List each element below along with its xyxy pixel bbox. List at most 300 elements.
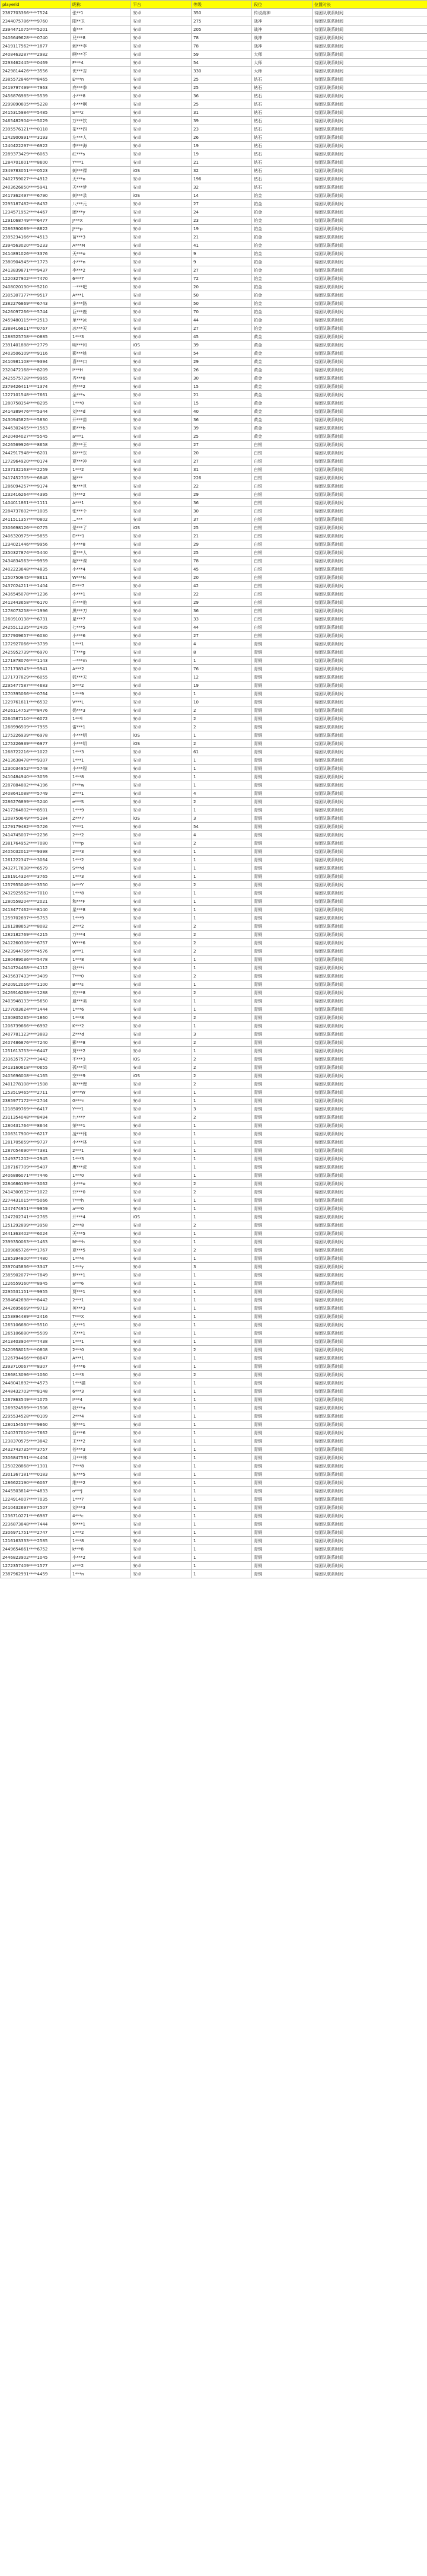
cell-nickname[interactable]: 和***F <box>71 897 131 906</box>
cell-level[interactable]: 21 <box>192 233 252 241</box>
cell-position-time[interactable]: 待团队联系时间 <box>313 117 427 125</box>
cell-platform[interactable]: 安卓 <box>131 549 192 557</box>
cell-platform[interactable]: 安卓 <box>131 956 192 964</box>
cell-rank[interactable]: 钻石 <box>252 167 313 175</box>
cell-playerid[interactable]: 2420404027****5545 <box>1 432 71 441</box>
cell-level[interactable]: 1 <box>192 897 252 906</box>
cell-playerid[interactable]: 1261914324****3765 <box>1 873 71 881</box>
cell-position-time[interactable]: 待团队联系时间 <box>313 765 427 773</box>
cell-rank[interactable]: 青铜 <box>252 1479 313 1487</box>
cell-level[interactable]: 22 <box>192 590 252 598</box>
cell-playerid[interactable]: 2293462445****0469 <box>1 59 71 67</box>
cell-platform[interactable]: 安卓 <box>131 665 192 673</box>
cell-nickname[interactable]: 星***7 <box>71 615 131 623</box>
cell-nickname[interactable]: 1***3 <box>71 748 131 756</box>
cell-level[interactable]: 1 <box>192 1147 252 1155</box>
cell-playerid[interactable]: 1286622190****6067 <box>1 1479 71 1487</box>
cell-rank[interactable]: 白银 <box>252 549 313 557</box>
cell-platform[interactable]: 安卓 <box>131 200 192 208</box>
cell-rank[interactable]: 铂金 <box>252 308 313 316</box>
cell-nickname[interactable]: 黑***刀 <box>71 607 131 615</box>
cell-rank[interactable]: 青铜 <box>252 856 313 864</box>
cell-position-time[interactable]: 待团队联系时间 <box>313 1055 427 1063</box>
cell-level[interactable]: 25 <box>192 75 252 84</box>
cell-nickname[interactable]: a***1 <box>71 432 131 441</box>
cell-playerid[interactable]: 2305307377****9517 <box>1 291 71 300</box>
cell-rank[interactable]: 青铜 <box>252 1138 313 1147</box>
cell-playerid[interactable]: 2417452705****6848 <box>1 474 71 482</box>
cell-position-time[interactable]: 待团队联系时间 <box>313 590 427 598</box>
cell-level[interactable]: 27 <box>192 200 252 208</box>
cell-platform[interactable]: 安卓 <box>131 1504 192 1512</box>
cell-level[interactable]: 20 <box>192 449 252 457</box>
cell-position-time[interactable]: 待团队联系时间 <box>313 1188 427 1196</box>
cell-nickname[interactable]: A***1 <box>71 499 131 507</box>
cell-nickname[interactable]: 张***个 <box>71 507 131 515</box>
cell-platform[interactable]: 安卓 <box>131 75 192 84</box>
cell-platform[interactable]: 安卓 <box>131 989 192 997</box>
cell-position-time[interactable]: 待团队联系时间 <box>313 1130 427 1138</box>
cell-level[interactable]: 1 <box>192 1553 252 1562</box>
cell-position-time[interactable]: 待团队联系时间 <box>313 1180 427 1188</box>
cell-platform[interactable]: 安卓 <box>131 92 192 100</box>
cell-playerid[interactable]: 2407486876****7240 <box>1 1039 71 1047</box>
cell-level[interactable]: 1 <box>192 781 252 789</box>
cell-playerid[interactable]: 1230805235****1860 <box>1 1014 71 1022</box>
cell-level[interactable]: 23 <box>192 216 252 225</box>
cell-platform[interactable]: 安卓 <box>131 1529 192 1537</box>
cell-rank[interactable]: 青铜 <box>252 682 313 690</box>
cell-nickname[interactable]: 冰***天 <box>71 324 131 333</box>
cell-nickname[interactable]: 鹰***虎 <box>71 1163 131 1171</box>
cell-rank[interactable]: 钻石 <box>252 117 313 125</box>
cell-position-time[interactable]: 待团队联系时间 <box>313 499 427 507</box>
cell-playerid[interactable]: 2435637433****3409 <box>1 972 71 980</box>
cell-rank[interactable]: 铂金 <box>252 291 313 300</box>
cell-playerid[interactable]: 2426916268****1288 <box>1 989 71 997</box>
cell-rank[interactable]: 青铜 <box>252 1362 313 1371</box>
cell-playerid[interactable]: 2306971751****2747 <box>1 1529 71 1537</box>
cell-platform[interactable]: 安卓 <box>131 100 192 109</box>
cell-level[interactable]: 24 <box>192 208 252 216</box>
cell-position-time[interactable]: 待团队联系时间 <box>313 1238 427 1246</box>
cell-rank[interactable]: 白银 <box>252 507 313 515</box>
cell-rank[interactable]: 青铜 <box>252 1495 313 1504</box>
cell-playerid[interactable]: 1250750845****8611 <box>1 574 71 582</box>
cell-nickname[interactable]: e***S <box>71 798 131 806</box>
cell-position-time[interactable]: 待团队联系时间 <box>313 507 427 515</box>
cell-rank[interactable]: 青铜 <box>252 947 313 956</box>
cell-nickname[interactable]: 1***1 <box>71 756 131 765</box>
cell-platform[interactable]: 安卓 <box>131 1138 192 1147</box>
cell-playerid[interactable]: 2426097266****5744 <box>1 308 71 316</box>
cell-platform[interactable]: 安卓 <box>131 266 192 275</box>
cell-platform[interactable]: 安卓 <box>131 690 192 698</box>
cell-rank[interactable]: 青铜 <box>252 1188 313 1196</box>
cell-rank[interactable]: 青铜 <box>252 1080 313 1088</box>
cell-level[interactable]: 1 <box>192 1329 252 1338</box>
cell-position-time[interactable]: 待团队联系时间 <box>313 1487 427 1495</box>
cell-level[interactable]: 226 <box>192 474 252 482</box>
cell-nickname[interactable]: B***s <box>71 980 131 989</box>
cell-playerid[interactable]: 2379426411****1374 <box>1 383 71 391</box>
cell-position-time[interactable]: 待团队联系时间 <box>313 889 427 897</box>
cell-position-time[interactable]: 待团队联系时间 <box>313 50 427 59</box>
cell-playerid[interactable]: 1253894489****2416 <box>1 1313 71 1321</box>
cell-platform[interactable]: 安卓 <box>131 1288 192 1296</box>
cell-position-time[interactable]: 待团队联系时间 <box>313 482 427 491</box>
cell-rank[interactable]: 青铜 <box>252 665 313 673</box>
cell-platform[interactable]: 安卓 <box>131 366 192 374</box>
cell-position-time[interactable]: 待团队联系时间 <box>313 1213 427 1221</box>
cell-nickname[interactable]: 空***9 <box>71 1072 131 1080</box>
cell-rank[interactable]: 钻石 <box>252 92 313 100</box>
cell-platform[interactable]: 安卓 <box>131 881 192 889</box>
cell-platform[interactable]: 安卓 <box>131 1387 192 1396</box>
cell-position-time[interactable]: 待团队联系时间 <box>313 1321 427 1329</box>
cell-level[interactable]: 1 <box>192 1005 252 1014</box>
cell-nickname[interactable]: k***8 <box>71 1545 131 1553</box>
cell-rank[interactable]: 铂金 <box>252 192 313 200</box>
cell-rank[interactable]: 青铜 <box>252 765 313 773</box>
cell-level[interactable]: 1 <box>192 1354 252 1362</box>
cell-platform[interactable]: 安卓 <box>131 1495 192 1504</box>
cell-position-time[interactable]: 待团队联系时间 <box>313 756 427 765</box>
cell-platform[interactable]: 安卓 <box>131 864 192 873</box>
cell-level[interactable]: 2 <box>192 740 252 748</box>
cell-position-time[interactable]: 待团队联系时间 <box>313 1147 427 1155</box>
cell-nickname[interactable]: 啊***不 <box>71 50 131 59</box>
cell-playerid[interactable]: 2437024211****1404 <box>1 582 71 590</box>
cell-platform[interactable]: 安卓 <box>131 1014 192 1022</box>
cell-playerid[interactable]: 2445503814****4833 <box>1 1487 71 1495</box>
cell-playerid[interactable]: 1287167709****5407 <box>1 1163 71 1171</box>
cell-rank[interactable]: 青铜 <box>252 698 313 706</box>
cell-position-time[interactable]: 待团队联系时间 <box>313 922 427 931</box>
cell-rank[interactable]: 青铜 <box>252 1387 313 1396</box>
cell-level[interactable]: 19 <box>192 682 252 690</box>
cell-nickname[interactable]: 天***5 <box>71 1230 131 1238</box>
cell-nickname[interactable]: 月***林 <box>71 1454 131 1462</box>
cell-rank[interactable]: 白银 <box>252 449 313 457</box>
cell-nickname[interactable]: I***H <box>71 366 131 374</box>
cell-level[interactable]: 1 <box>192 806 252 814</box>
cell-nickname[interactable]: 1***3 <box>71 1371 131 1379</box>
cell-level[interactable]: 1 <box>192 1520 252 1529</box>
cell-position-time[interactable]: 待团队联系时间 <box>313 947 427 956</box>
cell-platform[interactable]: 安卓 <box>131 17 192 26</box>
cell-level[interactable]: 1 <box>192 1254 252 1263</box>
cell-level[interactable]: 2 <box>192 1221 252 1230</box>
cell-level[interactable]: 54 <box>192 59 252 67</box>
cell-rank[interactable]: 青铜 <box>252 1396 313 1404</box>
cell-rank[interactable]: 白银 <box>252 524 313 532</box>
cell-level[interactable]: 10 <box>192 698 252 706</box>
cell-nickname[interactable]: 天***1 <box>71 1329 131 1338</box>
cell-level[interactable]: 2 <box>192 1072 252 1080</box>
cell-platform[interactable]: 安卓 <box>131 615 192 623</box>
cell-position-time[interactable]: 待团队联系时间 <box>313 1296 427 1304</box>
cell-rank[interactable]: 传说战神 <box>252 9 313 17</box>
cell-position-time[interactable]: 待团队联系时间 <box>313 84 427 92</box>
cell-rank[interactable]: 铂金 <box>252 324 313 333</box>
cell-position-time[interactable]: 待团队联系时间 <box>313 200 427 208</box>
cell-rank[interactable]: 白银 <box>252 466 313 474</box>
cell-level[interactable]: 1 <box>192 1362 252 1371</box>
cell-platform[interactable]: 安卓 <box>131 1022 192 1030</box>
cell-platform[interactable]: 安卓 <box>131 873 192 881</box>
cell-position-time[interactable]: 待团队联系时间 <box>313 698 427 706</box>
cell-playerid[interactable]: 2414745007****2236 <box>1 831 71 839</box>
cell-position-time[interactable]: 待团队联系时间 <box>313 1271 427 1279</box>
cell-rank[interactable]: 黄金 <box>252 341 313 349</box>
cell-level[interactable]: 29 <box>192 491 252 499</box>
cell-playerid[interactable]: 2456876985****5539 <box>1 92 71 100</box>
cell-nickname[interactable]: D***1 <box>71 532 131 540</box>
cell-playerid[interactable]: 2393710067****8307 <box>1 1362 71 1371</box>
cell-nickname[interactable]: 八***元 <box>71 200 131 208</box>
cell-nickname[interactable]: a***1 <box>71 947 131 956</box>
cell-level[interactable]: 25 <box>192 549 252 557</box>
cell-rank[interactable]: 青铜 <box>252 1553 313 1562</box>
cell-rank[interactable]: 青铜 <box>252 640 313 648</box>
cell-position-time[interactable]: 待团队联系时间 <box>313 540 427 549</box>
column-header-playerid[interactable]: playerid <box>1 1 71 9</box>
cell-level[interactable]: 1 <box>192 1288 252 1296</box>
cell-position-time[interactable]: 待团队联系时间 <box>313 125 427 133</box>
cell-rank[interactable]: 钻石 <box>252 150 313 158</box>
cell-level[interactable]: 2 <box>192 931 252 939</box>
cell-position-time[interactable]: 待团队联系时间 <box>313 341 427 349</box>
cell-rank[interactable]: 青铜 <box>252 748 313 756</box>
cell-nickname[interactable]: 5***2 <box>71 682 131 690</box>
cell-level[interactable]: 45 <box>192 565 252 574</box>
cell-level[interactable]: 4 <box>192 789 252 798</box>
cell-playerid[interactable]: 2286276899****5240 <box>1 798 71 806</box>
cell-rank[interactable]: 铂金 <box>252 233 313 241</box>
cell-platform[interactable]: 安卓 <box>131 1329 192 1338</box>
cell-playerid[interactable]: 1280154567****9860 <box>1 1421 71 1429</box>
cell-platform[interactable]: 安卓 <box>131 773 192 781</box>
cell-level[interactable]: 1 <box>192 1545 252 1553</box>
cell-playerid[interactable]: 2426114753****8476 <box>1 706 71 715</box>
cell-nickname[interactable]: 1***2 <box>71 1529 131 1537</box>
cell-level[interactable]: 33 <box>192 615 252 623</box>
cell-platform[interactable]: 安卓 <box>131 507 192 515</box>
cell-playerid[interactable]: 1234021446****9956 <box>1 540 71 549</box>
cell-nickname[interactable]: 1***8 <box>71 773 131 781</box>
cell-nickname[interactable]: A***M <box>71 241 131 250</box>
cell-playerid[interactable]: 2442695669****9713 <box>1 1304 71 1313</box>
cell-position-time[interactable]: 待团队联系时间 <box>313 1445 427 1454</box>
cell-level[interactable]: 20 <box>192 574 252 582</box>
cell-level[interactable]: 2 <box>192 1063 252 1072</box>
cell-playerid[interactable]: 1224914007****7035 <box>1 1495 71 1504</box>
cell-rank[interactable]: 青铜 <box>252 657 313 665</box>
cell-nickname[interactable]: 李***2 <box>71 266 131 275</box>
cell-position-time[interactable]: 待团队联系时间 <box>313 457 427 466</box>
cell-rank[interactable]: 青铜 <box>252 823 313 831</box>
cell-level[interactable]: 1 <box>192 1321 252 1329</box>
cell-level[interactable]: 36 <box>192 92 252 100</box>
cell-nickname[interactable]: 影***8 <box>71 1039 131 1047</box>
cell-level[interactable]: 1 <box>192 1205 252 1213</box>
cell-position-time[interactable]: 待团队联系时间 <box>313 632 427 640</box>
cell-rank[interactable]: 铂金 <box>252 266 313 275</box>
cell-playerid[interactable]: 2425575728****9965 <box>1 374 71 383</box>
cell-rank[interactable]: 钻石 <box>252 175 313 183</box>
cell-nickname[interactable]: 是***了 <box>71 524 131 532</box>
cell-rank[interactable]: 青铜 <box>252 1454 313 1462</box>
cell-nickname[interactable]: I***4 <box>71 1396 131 1404</box>
cell-playerid[interactable]: 2406886071****7446 <box>1 1171 71 1180</box>
cell-rank[interactable]: 青铜 <box>252 756 313 765</box>
cell-platform[interactable]: 安卓 <box>131 607 192 615</box>
cell-rank[interactable]: 青铜 <box>252 1271 313 1279</box>
cell-level[interactable]: 31 <box>192 466 252 474</box>
cell-position-time[interactable]: 待团队联系时间 <box>313 432 427 441</box>
cell-playerid[interactable]: 1272927066****3739 <box>1 640 71 648</box>
cell-nickname[interactable]: 一***吧 <box>71 283 131 291</box>
cell-nickname[interactable]: 2***4 <box>71 1412 131 1421</box>
cell-playerid[interactable]: 1260910138****6731 <box>1 615 71 623</box>
cell-rank[interactable]: 青铜 <box>252 1512 313 1520</box>
cell-position-time[interactable]: 待团队联系时间 <box>313 1338 427 1346</box>
cell-rank[interactable]: 钻石 <box>252 142 313 150</box>
cell-rank[interactable]: 青铜 <box>252 1520 313 1529</box>
cell-playerid[interactable]: 2425511235****2405 <box>1 623 71 632</box>
cell-position-time[interactable]: 待团队联系时间 <box>313 92 427 100</box>
cell-position-time[interactable]: 待团队联系时间 <box>313 1155 427 1163</box>
cell-platform[interactable]: 安卓 <box>131 349 192 358</box>
cell-rank[interactable]: 青铜 <box>252 673 313 682</box>
cell-rank[interactable]: 青铜 <box>252 956 313 964</box>
cell-position-time[interactable]: 待团队联系时间 <box>313 964 427 972</box>
cell-nickname[interactable]: 明***和 <box>71 341 131 349</box>
cell-position-time[interactable]: 待团队联系时间 <box>313 100 427 109</box>
cell-nickname[interactable]: 兄***8 <box>71 34 131 42</box>
cell-position-time[interactable]: 待团队联系时间 <box>313 1404 427 1412</box>
cell-position-time[interactable]: 待团队联系时间 <box>313 383 427 391</box>
cell-nickname[interactable]: 荣***1 <box>71 1421 131 1429</box>
cell-rank[interactable]: 青铜 <box>252 1288 313 1296</box>
cell-position-time[interactable]: 待团队联系时间 <box>313 407 427 416</box>
cell-playerid[interactable]: 1280758354****8295 <box>1 399 71 407</box>
cell-platform[interactable]: 安卓 <box>131 848 192 856</box>
cell-level[interactable]: 1 <box>192 1238 252 1246</box>
cell-rank[interactable]: 钻石 <box>252 158 313 167</box>
cell-position-time[interactable]: 待团队联系时间 <box>313 349 427 358</box>
cell-nickname[interactable]: 1***1 <box>71 640 131 648</box>
cell-level[interactable]: 50 <box>192 300 252 308</box>
cell-position-time[interactable]: 待团队联系时间 <box>313 1097 427 1105</box>
cell-nickname[interactable]: 贾***1 <box>71 1288 131 1296</box>
cell-nickname[interactable]: 1***8 <box>71 956 131 964</box>
cell-position-time[interactable]: 待团队联系时间 <box>313 1537 427 1545</box>
cell-rank[interactable]: 白银 <box>252 482 313 491</box>
cell-rank[interactable]: 青铜 <box>252 1130 313 1138</box>
cell-level[interactable]: 25 <box>192 432 252 441</box>
cell-position-time[interactable]: 待团队联系时间 <box>313 324 427 333</box>
cell-platform[interactable]: iOS <box>131 167 192 175</box>
cell-rank[interactable]: 铂金 <box>252 283 313 291</box>
cell-playerid[interactable]: 2432717638****6579 <box>1 864 71 873</box>
cell-level[interactable]: 1 <box>192 1537 252 1545</box>
cell-level[interactable]: 2 <box>192 881 252 889</box>
cell-playerid[interactable]: 1261288653****8082 <box>1 922 71 931</box>
cell-rank[interactable]: 青铜 <box>252 690 313 698</box>
cell-level[interactable]: 2 <box>192 939 252 947</box>
cell-playerid[interactable]: 2415315984****5485 <box>1 109 71 117</box>
cell-playerid[interactable]: 2403626850****5941 <box>1 183 71 192</box>
cell-rank[interactable]: 青铜 <box>252 798 313 806</box>
cell-position-time[interactable]: 待团队联系时间 <box>313 1545 427 1553</box>
cell-position-time[interactable]: 待团队联系时间 <box>313 1039 427 1047</box>
cell-position-time[interactable]: 待团队联系时间 <box>313 1553 427 1562</box>
cell-level[interactable]: 1 <box>192 1487 252 1495</box>
cell-rank[interactable]: 白银 <box>252 515 313 524</box>
cell-position-time[interactable]: 待团队联系时间 <box>313 1030 427 1039</box>
cell-position-time[interactable]: 待团队联系时间 <box>313 208 427 216</box>
cell-position-time[interactable]: 待团队联系时间 <box>313 831 427 839</box>
cell-level[interactable]: 350 <box>192 9 252 17</box>
cell-platform[interactable]: 安卓 <box>131 582 192 590</box>
cell-nickname[interactable]: 巨***鹿 <box>71 308 131 316</box>
cell-playerid[interactable]: 2432925562****7010 <box>1 889 71 897</box>
cell-playerid[interactable]: 2384642698****8442 <box>1 1296 71 1304</box>
cell-playerid[interactable]: 2344075786****9760 <box>1 17 71 26</box>
cell-rank[interactable]: 青铜 <box>252 1313 313 1321</box>
cell-platform[interactable]: 安卓 <box>131 1437 192 1445</box>
cell-nickname[interactable]: T***p <box>71 839 131 848</box>
cell-nickname[interactable]: 谷***2 <box>71 491 131 499</box>
cell-nickname[interactable]: 1***3 <box>71 333 131 341</box>
cell-platform[interactable]: 安卓 <box>131 1080 192 1088</box>
cell-nickname[interactable]: 刺***录 <box>71 192 131 200</box>
cell-playerid[interactable]: 1268996509****7955 <box>1 723 71 731</box>
cell-rank[interactable]: 青铜 <box>252 980 313 989</box>
cell-level[interactable]: 3 <box>192 1263 252 1271</box>
cell-nickname[interactable]: 金***s <box>71 391 131 399</box>
cell-playerid[interactable]: 2413160618****0655 <box>1 1063 71 1072</box>
cell-position-time[interactable]: 待团队联系时间 <box>313 1412 427 1421</box>
cell-playerid[interactable]: 2412443658****6170 <box>1 598 71 607</box>
cell-position-time[interactable]: 待团队联系时间 <box>313 897 427 906</box>
cell-nickname[interactable]: 小***明 <box>71 731 131 740</box>
cell-playerid[interactable]: 2419117562****1877 <box>1 42 71 50</box>
cell-level[interactable]: 2 <box>192 1188 252 1196</box>
cell-nickname[interactable]: J***X <box>71 216 131 225</box>
cell-nickname[interactable]: 亮***拳 <box>71 84 131 92</box>
cell-level[interactable]: 9 <box>192 258 252 266</box>
cell-rank[interactable]: 青铜 <box>252 1421 313 1429</box>
cell-position-time[interactable]: 待团队联系时间 <box>313 192 427 200</box>
cell-position-time[interactable]: 待团队联系时间 <box>313 1379 427 1387</box>
cell-level[interactable]: 1 <box>192 1445 252 1454</box>
cell-level[interactable]: 1 <box>192 1230 252 1238</box>
cell-rank[interactable]: 青铜 <box>252 1437 313 1445</box>
cell-position-time[interactable]: 待团队联系时间 <box>313 34 427 42</box>
cell-playerid[interactable]: 1218509769****6417 <box>1 1105 71 1113</box>
cell-platform[interactable]: 安卓 <box>131 175 192 183</box>
cell-level[interactable]: 1 <box>192 864 252 873</box>
cell-playerid[interactable]: 2417362497****6790 <box>1 192 71 200</box>
cell-platform[interactable]: 安卓 <box>131 997 192 1005</box>
cell-position-time[interactable]: 待团队联系时间 <box>313 1371 427 1379</box>
cell-platform[interactable]: 安卓 <box>131 216 192 225</box>
cell-rank[interactable]: 青铜 <box>252 1039 313 1047</box>
cell-position-time[interactable]: 待团队联系时间 <box>313 491 427 499</box>
